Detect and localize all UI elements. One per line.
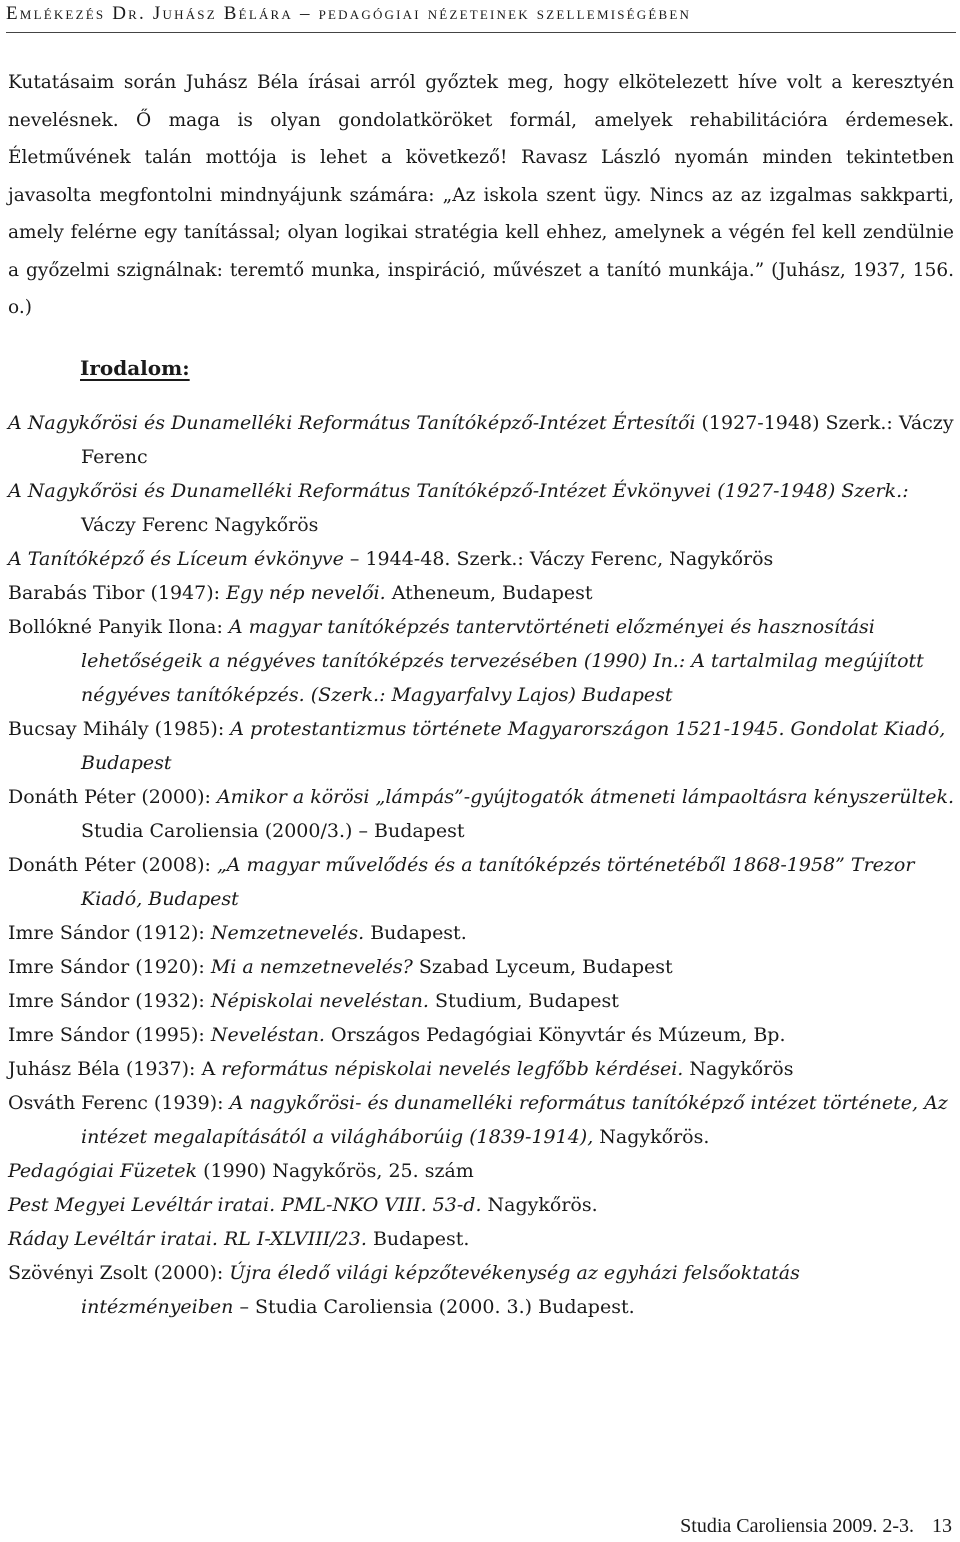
reference-item: Donáth Péter (2000): Amikor a körösi „lámpás”-gyújtogatók átmeneti lámpaoltásra kényszerültek. Studia Caroliensia (2000/3.) – Budapest [8, 786, 955, 842]
reference-item: A Nagykőrösi és Dunamelléki Református Tanítóképző-Intézet Évkönyvei (1927-1948) Szerk.: Váczy Ferenc Nagykőrös [8, 480, 909, 536]
reference-item: Imre Sándor (1912): Nemzetnevelés. Budapest. [8, 922, 467, 944]
reference-item: Bucsay Mihály (1985): A protestantizmus története Magyarországon 1521-1945. Gondolat Kiadó, Budapest [8, 718, 946, 774]
references-heading: Irodalom: [80, 356, 190, 380]
reference-item: A Nagykőrösi és Dunamelléki Református Tanítóképző-Intézet Értesítői (1927-1948) Szerk.: Váczy Ferenc [8, 412, 954, 468]
reference-item: Imre Sándor (1995): Neveléstan. Országos Pedagógiai Könyvtár és Múzeum, Bp. [8, 1024, 786, 1046]
reference-item: Szövényi Zsolt (2000): Újra éledő világi képzőtevékenység az egyházi felsőoktatás intézményeiben – Studia Caroliensia (2000. 3.) Budapest. [8, 1262, 800, 1318]
page-footer [680, 1515, 952, 1538]
reference-item: Bollókné Panyik Ilona: A magyar tanítóképzés tantervtörténeti előzményei és hasznosítási lehetőségeik a négyéves tanítóképzés tervezésében (1990) In.: A tartalmilag megújított négyéves tanítóképzés. (Szerk.: Magyarfalvy Lajos) Budapest [8, 616, 924, 706]
reference-item: Pedagógiai Füzetek (1990) Nagykőrös, 25. szám [8, 1160, 474, 1182]
reference-item: Juhász Béla (1937): A református népiskolai nevelés legfőbb kérdései. Nagykőrös [8, 1058, 794, 1080]
reference-item: Barabás Tibor (1947): Egy nép nevelői. Atheneum, Budapest [8, 582, 593, 604]
body-section [8, 64, 954, 327]
running-header: Emlékezés Dr. Juhász Bélára – pedagógiai nézeteinek szellemiségében [6, 0, 956, 33]
reference-item: Imre Sándor (1932): Népiskolai neveléstan. Studium, Budapest [8, 990, 619, 1012]
reference-item: Pest Megyei Levéltár iratai. PML-NKO VIII. 53-d. Nagykőrös. [8, 1194, 598, 1216]
reference-item: Donáth Péter (2008): „A magyar művelődés és a tanítóképzés történetéből 1868-1958” Trezor Kiadó, Budapest [8, 854, 915, 910]
reference-item: A Tanítóképző és Líceum évkönyve – 1944-48. Szerk.: Váczy Ferenc, Nagykőrös [8, 548, 774, 570]
body-paragraph: Kutatásaim során Juhász Béla írásai arról győztek meg, hogy elkötelezett híve volt a keresztyén nevelésnek. Ő maga is olyan gondolatköröket formál, amelyek rehabilitációra érdemesek. Életművének talán mottója is lehet a következő! Ravasz László nyomán minden tekintetben javasolta megfontolni mindnyájunk számára: „Az iskola szent ügy. Nincs az az izgalmas sakkparti, amely felérne egy tanítással; olyan logikai stratégia kell ehhez, amelynek a végén fel kell zendülnie a győzelmi szignálnak: teremtő munka, inspiráció, művészet a tanító munkája.” (Juhász, 1937, 156. o.) [8, 72, 954, 318]
journal-name: Studia Caroliensia 2009. 2-3. [680, 1515, 914, 1537]
references-list [8, 406, 954, 1324]
reference-item: Osváth Ferenc (1939): A nagykőrösi- és dunamelléki református tanítóképző intézet története, Az intézet megalapításától a világháborúig (1839-1914), Nagykőrös. [8, 1092, 948, 1148]
page-number: 13 [932, 1515, 952, 1537]
reference-item: Imre Sándor (1920): Mi a nemzetnevelés? Szabad Lyceum, Budapest [8, 956, 673, 978]
reference-item: Ráday Levéltár iratai. RL I-XLVIII/23. Budapest. [8, 1228, 470, 1250]
